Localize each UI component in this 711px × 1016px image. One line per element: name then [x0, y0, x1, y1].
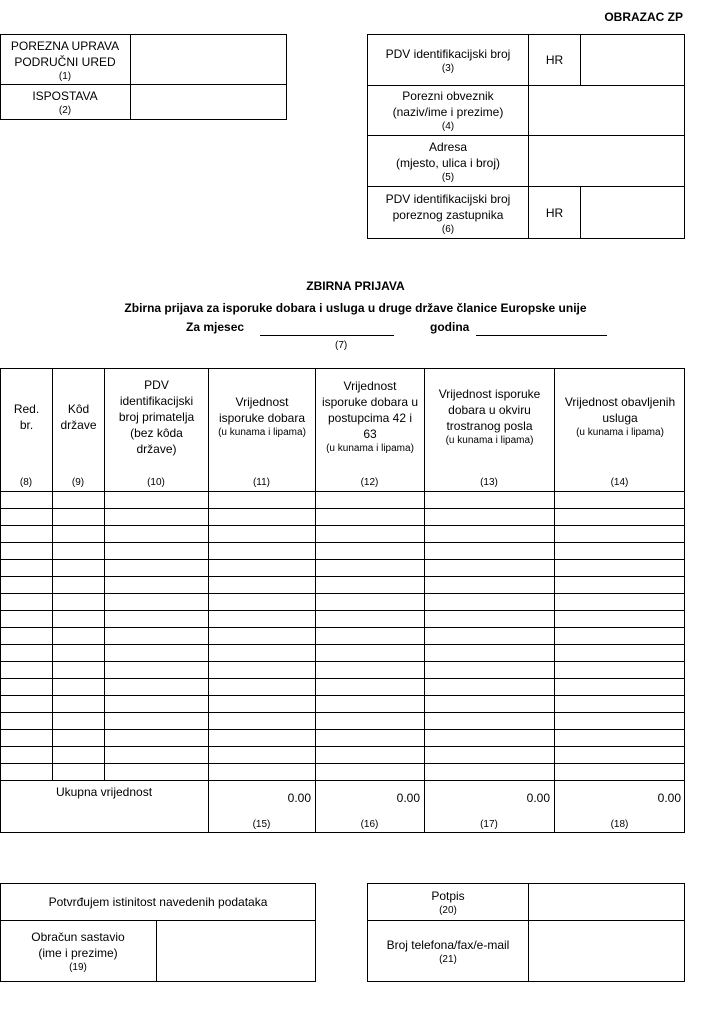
- table-cell-r10-c3[interactable]: [105, 645, 208, 661]
- field-number: (19): [69, 962, 87, 973]
- branch-label-text: ISPOSTAVA: [32, 89, 98, 103]
- signature-label: [368, 884, 528, 920]
- field-number: (3): [441, 62, 455, 74]
- taxpayer-field[interactable]: [529, 86, 684, 135]
- table-cell-r10-c6[interactable]: [425, 645, 554, 661]
- table-cell-r5-c2[interactable]: [53, 560, 104, 576]
- column-unit-note: (u kunama i lipama): [445, 435, 534, 446]
- table-cell-r15-c6[interactable]: [425, 730, 554, 746]
- table-cell-r4-c7[interactable]: [555, 543, 685, 559]
- table-cell-r3-c7[interactable]: [555, 526, 685, 542]
- table-cell-r1-c4[interactable]: [209, 492, 315, 508]
- total-value-15: 0.00: [287, 791, 311, 805]
- contact-label: [368, 921, 528, 982]
- table-cell-r16-c3[interactable]: [105, 747, 208, 763]
- table-cell-r2-c4[interactable]: [209, 509, 315, 525]
- table-cell-r12-c5[interactable]: [316, 679, 424, 695]
- taxpayer-label: [368, 86, 528, 135]
- column-header-line: trostranog posla: [446, 419, 533, 433]
- table-cell-r17-c6[interactable]: [425, 764, 554, 780]
- signature-label-text: Potpis: [431, 888, 465, 903]
- table-cell-r9-c7[interactable]: [555, 628, 685, 644]
- table-cell-r14-c6[interactable]: [425, 713, 554, 729]
- column-header-2: [53, 369, 104, 464]
- table-cell-r15-c4[interactable]: [209, 730, 315, 746]
- table-cell-r15-c2[interactable]: [53, 730, 104, 746]
- column-header-line: Vrijednost: [343, 379, 397, 393]
- column-header-6: [425, 369, 554, 464]
- column-header-line: broj primatelja: [118, 409, 195, 424]
- table-cell-r2-c2[interactable]: [53, 509, 104, 525]
- field-number: (9): [71, 476, 85, 488]
- column-header-line: postupcima 42 i: [327, 411, 413, 425]
- table-cell-r15-c3[interactable]: [105, 730, 208, 746]
- signature-field[interactable]: [529, 884, 684, 920]
- table-cell-r11-c6[interactable]: [425, 662, 554, 678]
- table-cell-r11-c1[interactable]: [1, 662, 52, 678]
- rep-vat-field[interactable]: [581, 187, 684, 239]
- column-header-line: Vrijednost obavljenih: [564, 395, 676, 409]
- field-number: (8): [19, 476, 33, 488]
- table-cell-r4-c3[interactable]: [105, 543, 208, 559]
- table-cell-r14-c4[interactable]: [209, 713, 315, 729]
- column-header-5: [316, 369, 424, 464]
- taxpayer-label-line2: (naziv/ime i prezime): [392, 105, 504, 119]
- row-divider: [0, 780, 685, 781]
- composed-by-line2: (ime i prezime): [38, 946, 118, 960]
- table-cell-r8-c3[interactable]: [105, 611, 208, 627]
- column-header-line: države): [136, 441, 177, 456]
- table-cell-r12-c4[interactable]: [209, 679, 315, 695]
- column-header-line: isporuke dobara u: [321, 395, 419, 409]
- table-cell-r5-c4[interactable]: [209, 560, 315, 576]
- table-cell-r14-c7[interactable]: [555, 713, 685, 729]
- tax-office-field[interactable]: [131, 35, 286, 84]
- month-field[interactable]: [260, 335, 394, 336]
- table-cell-r17-c5[interactable]: [316, 764, 424, 780]
- table-cell-r6-c2[interactable]: [53, 577, 104, 593]
- total-value-18: 0.00: [657, 791, 681, 805]
- field-number: (15): [252, 818, 271, 830]
- table-cell-r5-c6[interactable]: [425, 560, 554, 576]
- column-header-line: države: [60, 417, 97, 432]
- table-cell-r7-c1[interactable]: [1, 594, 52, 610]
- tax-office-label: [0, 35, 130, 85]
- table-cell-r2-c1[interactable]: [1, 509, 52, 525]
- tax-office-label-line2: PODRUČNI URED: [14, 54, 116, 69]
- branch-field[interactable]: [131, 85, 286, 119]
- table-cell-r14-c1[interactable]: [1, 713, 52, 729]
- table-cell-r13-c5[interactable]: [316, 696, 424, 712]
- field-number: (21): [439, 954, 457, 965]
- table-cell-r4-c1[interactable]: [1, 543, 52, 559]
- table-cell-r3-c4[interactable]: [209, 526, 315, 542]
- table-cell-r3-c2[interactable]: [53, 526, 104, 542]
- table-cell-r7-c6[interactable]: [425, 594, 554, 610]
- table-cell-r15-c5[interactable]: [316, 730, 424, 746]
- field-number: (13): [480, 476, 498, 488]
- column-header-line: Kôd: [67, 401, 90, 416]
- table-cell-r7-c5[interactable]: [316, 594, 424, 610]
- table-cell-r14-c5[interactable]: [316, 713, 424, 729]
- table-cell-r12-c1[interactable]: [1, 679, 52, 695]
- contact-field[interactable]: [529, 921, 684, 981]
- table-cell-r1-c6[interactable]: [425, 492, 554, 508]
- table-cell-r16-c1[interactable]: [1, 747, 52, 763]
- table-cell-r9-c2[interactable]: [53, 628, 104, 644]
- column-header-line: isporuke dobara: [218, 411, 306, 425]
- table-cell-r11-c4[interactable]: [209, 662, 315, 678]
- column-header-line: PDV: [144, 377, 169, 392]
- table-cell-r6-c5[interactable]: [316, 577, 424, 593]
- table-cell-r13-c2[interactable]: [53, 696, 104, 712]
- table-cell-r6-c4[interactable]: [209, 577, 315, 593]
- table-cell-r3-c5[interactable]: [316, 526, 424, 542]
- vat-id-label-text: PDV identifikacijski broj: [385, 46, 511, 61]
- table-cell-r9-c4[interactable]: [209, 628, 315, 644]
- table-cell-r1-c5[interactable]: [316, 492, 424, 508]
- rep-vat-label-line2: poreznog zastupnika: [392, 207, 504, 222]
- table-cell-r2-c7[interactable]: [555, 509, 685, 525]
- column-header-line: Red.: [13, 401, 40, 416]
- table-cell-r13-c1[interactable]: [1, 696, 52, 712]
- column-header-7: [555, 369, 685, 464]
- column-unit-note: (u kunama i lipama): [576, 427, 664, 438]
- field-number: (10): [147, 476, 165, 488]
- form-code: OBRAZAC ZP: [604, 10, 683, 24]
- table-cell-r6-c6[interactable]: [425, 577, 554, 593]
- address-label: [368, 136, 528, 186]
- table-cell-r11-c5[interactable]: [316, 662, 424, 678]
- table-cell-r7-c2[interactable]: [53, 594, 104, 610]
- table-cell-r17-c3[interactable]: [105, 764, 208, 780]
- field-number: (1): [58, 70, 72, 82]
- field-number: (7): [335, 340, 348, 351]
- address-label-line2: (mjesto, ulica i broj): [395, 155, 501, 170]
- table-cell-r12-c7[interactable]: [555, 679, 685, 695]
- vat-prefix: HR: [545, 53, 564, 67]
- column-unit-note: (u kunama i lipama): [326, 443, 414, 454]
- table-cell-r10-c5[interactable]: [316, 645, 424, 661]
- table-cell-r10-c7[interactable]: [555, 645, 685, 661]
- composed-by-field[interactable]: [157, 921, 315, 981]
- table-cell-r15-c1[interactable]: [1, 730, 52, 746]
- table-cell-r1-c2[interactable]: [53, 492, 104, 508]
- table-cell-r8-c6[interactable]: [425, 611, 554, 627]
- table-cell-r13-c6[interactable]: [425, 696, 554, 712]
- table-cell-r10-c1[interactable]: [1, 645, 52, 661]
- table-cell-r13-c3[interactable]: [105, 696, 208, 712]
- field-number: (14): [610, 476, 629, 488]
- column-header-1: [1, 369, 52, 464]
- year-field[interactable]: [476, 335, 607, 336]
- branch-label: [0, 85, 130, 120]
- table-cell-r3-c3[interactable]: [105, 526, 208, 542]
- table-cell-r9-c3[interactable]: [105, 628, 208, 644]
- taxpayer-label-line1: Porezni obveznik: [402, 89, 494, 103]
- table-cell-r1-c7[interactable]: [555, 492, 685, 508]
- total-value-16: 0.00: [396, 791, 420, 805]
- table-cell-r7-c4[interactable]: [209, 594, 315, 610]
- table-cell-r8-c2[interactable]: [53, 611, 104, 627]
- column-header-line: Vrijednost: [235, 395, 289, 409]
- table-cell-r8-c1[interactable]: [1, 611, 52, 627]
- column-header-line: 63: [363, 427, 377, 441]
- table-cell-r11-c7[interactable]: [555, 662, 685, 678]
- table-cell-r6-c3[interactable]: [105, 577, 208, 593]
- table-cell-r5-c1[interactable]: [1, 560, 52, 576]
- table-cell-r9-c6[interactable]: [425, 628, 554, 644]
- table-cell-r2-c6[interactable]: [425, 509, 554, 525]
- form-title: ZBIRNA PRIJAVA: [306, 279, 405, 293]
- vat-id-field[interactable]: [581, 35, 684, 85]
- table-cell-r16-c5[interactable]: [316, 747, 424, 763]
- field-number: (16): [360, 818, 379, 830]
- tax-office-label-line1: POREZNA UPRAVA: [10, 38, 120, 53]
- table-cell-r11-c3[interactable]: [105, 662, 208, 678]
- table-cell-r7-c3[interactable]: [105, 594, 208, 610]
- table-cell-r5-c7[interactable]: [555, 560, 685, 576]
- table-cell-r5-c3[interactable]: [105, 560, 208, 576]
- field-number: (2): [58, 105, 72, 116]
- table-cell-r5-c5[interactable]: [316, 560, 424, 576]
- table-cell-r8-c5[interactable]: [316, 611, 424, 627]
- table-cell-r11-c2[interactable]: [53, 662, 104, 678]
- field-number: (5): [441, 171, 455, 183]
- column-header-line: dobara u okviru: [448, 403, 531, 417]
- column-header-4: [209, 369, 315, 464]
- table-cell-r17-c7[interactable]: [555, 764, 685, 780]
- table-cell-r4-c2[interactable]: [53, 543, 104, 559]
- field-number: (17): [480, 818, 498, 830]
- field-number: (12): [360, 476, 379, 488]
- total-value-17: 0.00: [526, 791, 550, 805]
- table-cell-r7-c7[interactable]: [555, 594, 685, 610]
- column-header-line: br.: [19, 417, 34, 432]
- composed-by-line1: Obračun sastavio: [31, 930, 125, 944]
- column-unit-note: (u kunama i lipama): [218, 427, 306, 438]
- table-cell-r16-c2[interactable]: [53, 747, 104, 763]
- table-cell-r4-c5[interactable]: [316, 543, 424, 559]
- table-cell-r13-c4[interactable]: [209, 696, 315, 712]
- field-number: (11): [252, 476, 271, 488]
- table-cell-r9-c5[interactable]: [316, 628, 424, 644]
- table-cell-r3-c6[interactable]: [425, 526, 554, 542]
- field-number: (20): [439, 904, 457, 916]
- address-field[interactable]: [529, 136, 684, 186]
- table-cell-r1-c3[interactable]: [105, 492, 208, 508]
- table-cell-r9-c1[interactable]: [1, 628, 52, 644]
- column-header-3: [105, 369, 208, 464]
- rep-vat-label-line1: PDV identifikacijski broj: [385, 191, 511, 206]
- field-number: (18): [610, 818, 629, 830]
- field-number: (6): [441, 223, 455, 235]
- column-header-line: usluga: [602, 411, 638, 425]
- table-cell-r2-c5[interactable]: [316, 509, 424, 525]
- composed-by-label: [0, 921, 156, 982]
- contact-label-text: Broj telefona/fax/e-mail: [386, 938, 510, 952]
- table-cell-r17-c2[interactable]: [53, 764, 104, 780]
- table-cell-r14-c3[interactable]: [105, 713, 208, 729]
- month-label: Za mjesec: [186, 320, 245, 334]
- table-cell-r12-c3[interactable]: [105, 679, 208, 695]
- table-cell-r17-c4[interactable]: [209, 764, 315, 780]
- rep-vat-label: [368, 187, 528, 239]
- table-cell-r3-c1[interactable]: [1, 526, 52, 542]
- table-cell-r2-c3[interactable]: [105, 509, 208, 525]
- field-number: (4): [441, 121, 455, 132]
- year-label: godina: [430, 320, 470, 334]
- table-cell-r12-c6[interactable]: [425, 679, 554, 695]
- column-header-line: identifikacijski: [119, 393, 194, 408]
- table-cell-r4-c4[interactable]: [209, 543, 315, 559]
- table-cell-r10-c2[interactable]: [53, 645, 104, 661]
- table-cell-r16-c4[interactable]: [209, 747, 315, 763]
- total-label: Ukupna vrijednost: [55, 785, 153, 799]
- table-cell-r14-c2[interactable]: [53, 713, 104, 729]
- table-cell-r1-c1[interactable]: [1, 492, 52, 508]
- table-cell-r8-c7[interactable]: [555, 611, 685, 627]
- table-cell-r16-c6[interactable]: [425, 747, 554, 763]
- table-cell-r10-c4[interactable]: [209, 645, 315, 661]
- table-cell-r6-c7[interactable]: [555, 577, 685, 593]
- table-cell-r13-c7[interactable]: [555, 696, 685, 712]
- table-cell-r8-c4[interactable]: [209, 611, 315, 627]
- table-cell-r16-c7[interactable]: [555, 747, 685, 763]
- table-cell-r12-c2[interactable]: [53, 679, 104, 695]
- column-header-line: (bez kôda: [130, 425, 183, 440]
- column-header-line: Vrijednost isporuke: [438, 387, 541, 401]
- form-subtitle: Zbirna prijava za isporuke dobara i usluga u druge države članice Europske unije: [124, 301, 587, 315]
- table-cell-r15-c7[interactable]: [555, 730, 685, 746]
- rep-vat-prefix: HR: [545, 206, 564, 220]
- vat-id-label: [368, 35, 528, 85]
- confirmation-text: Potvrđujem istinitost navedenih podataka: [48, 895, 268, 909]
- address-label-line1: Adresa: [428, 139, 468, 154]
- table-cell-r4-c6[interactable]: [425, 543, 554, 559]
- table-cell-r6-c1[interactable]: [1, 577, 52, 593]
- table-cell-r17-c1[interactable]: [1, 764, 52, 780]
